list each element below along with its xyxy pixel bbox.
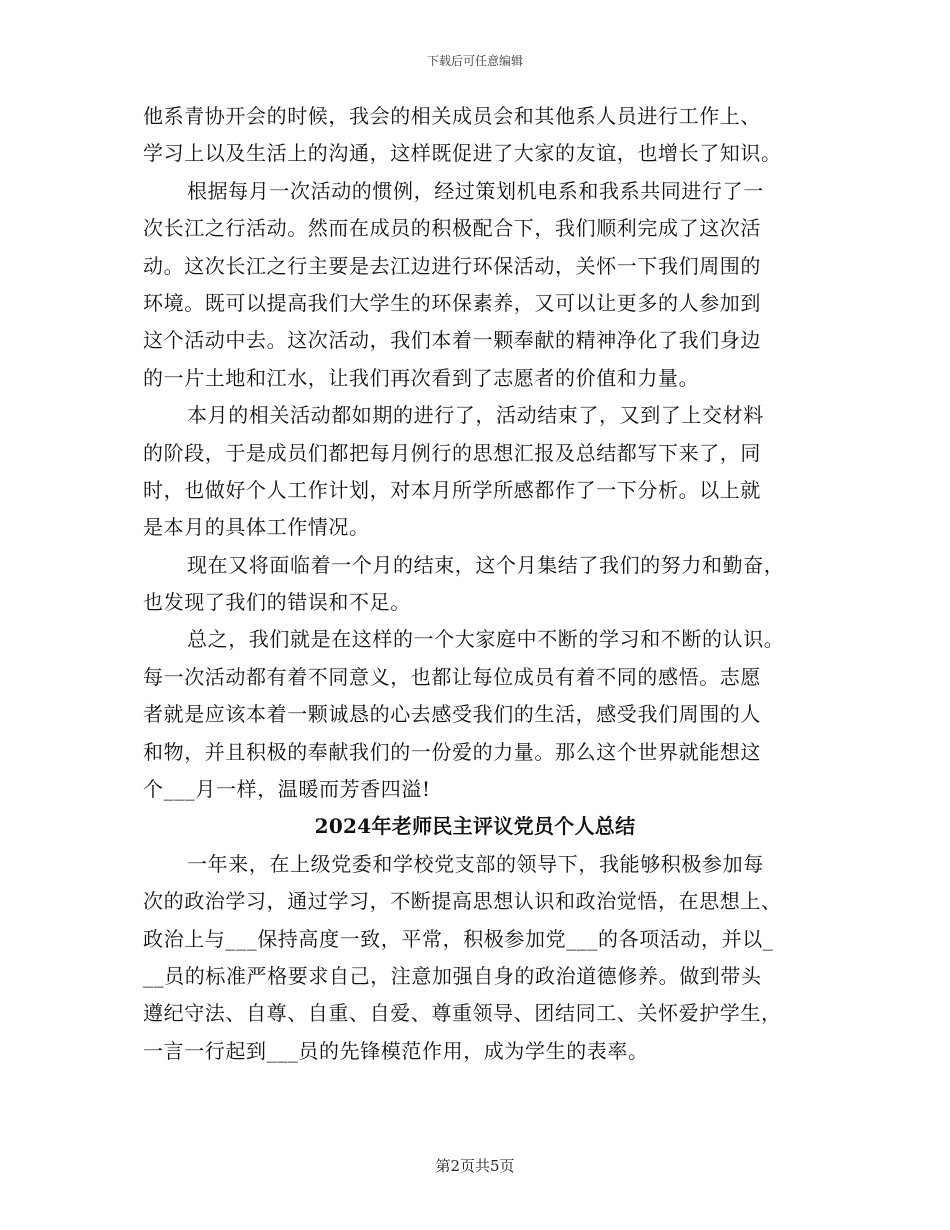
text-line: 的阶段，于是成员们都把每月例行的思想汇报及总结都写下来了，同 bbox=[143, 440, 761, 465]
text-line: 根据每月一次活动的惯例，经过策划机电系和我系共同进行了一 bbox=[187, 178, 764, 203]
text-line: 和物，并且积极的奉献我们的一份爱的力量。那么这个世界就能想这 bbox=[143, 739, 761, 764]
text-line: 现在又将面临着一个月的结束，这个月集结了我们的努力和勤奋， bbox=[187, 552, 785, 577]
text-line: 每一次活动都有着不同意义，也都让每位成员有着不同的感悟。志愿 bbox=[143, 664, 761, 689]
text-line: 这个活动中去。这次活动，我们本着一颗奉献的精神净化了我们身边 bbox=[143, 328, 761, 353]
text-line: 者就是应该本着一颗诚恳的心去感受我们的生活，感受我们周围的人 bbox=[143, 702, 761, 727]
text-line: 时，也做好个人工作计划，对本月所学所感都作了一下分析。以上就 bbox=[143, 477, 761, 502]
text-line: 动。这次长江之行主要是去江边进行环保活动，关怀一下我们周围的 bbox=[143, 253, 761, 278]
text-line: 环境。既可以提高我们大学生的环保素养，又可以让更多的人参加到 bbox=[143, 290, 761, 315]
text-line: 学习上以及生活上的沟通，这样既促进了大家的友谊，也增长了知识。 bbox=[143, 141, 782, 166]
section-title: 2024年老师民主评议党员个人总结 bbox=[314, 814, 636, 839]
text-line: 次的政治学习，通过学习，不断提高思想认识和政治觉悟，在思想上、 bbox=[143, 889, 782, 914]
text-line: 一年来，在上级党委和学校党支部的领导下，我能够积极参加每 bbox=[187, 851, 764, 876]
document-body bbox=[143, 98, 807, 1070]
text-line: 一言一行起到___员的先锋模范作用，成为学生的表率。 bbox=[143, 1038, 649, 1063]
text-line: 遵纪守法、自尊、自重、自爱、尊重领导、团结同工、关怀爱护学生， bbox=[143, 1001, 782, 1026]
text-line: 总之，我们就是在这样的一个大家庭中不断的学习和不断的认识。 bbox=[187, 627, 785, 652]
text-line: 他系青协开会的时候，我会的相关成员会和其他系人员进行工作上、 bbox=[143, 104, 761, 128]
text-line: 也发现了我们的错误和不足。 bbox=[143, 590, 411, 615]
text-line: 是本月的具体工作情况。 bbox=[143, 515, 370, 540]
page-number: 第2页共5页 bbox=[435, 1157, 515, 1175]
text-line: 次长江之行活动。然而在成员的积极配合下，我们顺利完成了这次活 bbox=[143, 216, 761, 241]
text-line: 个___月一样，温暖而芳香四溢! bbox=[143, 777, 431, 802]
text-line: 本月的相关活动都如期的进行了，活动结束了，又到了上交材料 bbox=[187, 403, 764, 428]
text-line: 的一片土地和江水，让我们再次看到了志愿者的价值和力量。 bbox=[143, 365, 700, 390]
page-header: 下载后可任意编辑 bbox=[426, 54, 523, 68]
text-line: 政治上与___保持高度一致，平常，积极参加党___的各项活动，并以_ bbox=[143, 926, 774, 951]
text-line: __员的标准严格要求自己，注意加强自身的政治道德修养。做到带头 bbox=[143, 963, 762, 988]
